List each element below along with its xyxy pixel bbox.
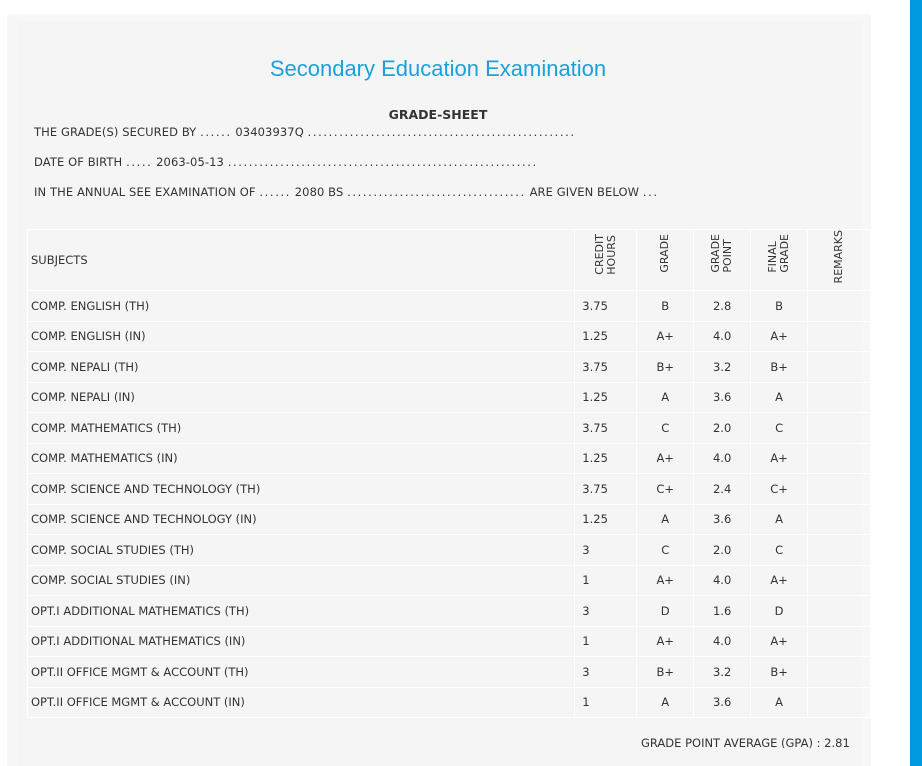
subject-cell: COMP. ENGLISH (IN) [28,321,575,352]
table-row [28,626,871,657]
final-grade-cell: B+ [751,352,808,383]
leader-dots: ........................................................... [227,155,538,169]
grade-cell: D [637,596,694,627]
final-grade-cell: A [751,382,808,413]
grade-cell: A+ [637,321,694,352]
subject-cell: COMP. SCIENCE AND TECHNOLOGY (TH) [28,474,575,505]
subject-cell: COMP. SCIENCE AND TECHNOLOGY (IN) [28,504,575,535]
grade-cell: C [637,535,694,566]
remarks-cell [808,535,871,566]
leader-dots: ... [642,185,659,199]
grade-point-cell: 2.0 [694,413,751,444]
credit-hours-cell: 3.75 [575,413,637,444]
subject-cell: COMP. MATHEMATICS (IN) [28,443,575,474]
exam-label: IN THE ANNUAL SEE EXAMINATION OF [34,185,256,199]
credit-hours-cell: 3 [575,596,637,627]
grade-sheet-card [7,14,871,766]
final-grade-cell: D [751,596,808,627]
table-row [28,443,871,474]
remarks-cell [808,657,871,688]
credit-hours-cell: 1.25 [575,321,637,352]
leader-dots: ...... [259,185,291,199]
grade-cell: A [637,382,694,413]
grade-point-cell: 4.0 [694,321,751,352]
grade-point-cell: 4.0 [694,443,751,474]
final-grade-cell: B+ [751,657,808,688]
table-header-row [28,230,871,291]
final-grade-cell: B [751,291,808,322]
grade-point-cell: 3.6 [694,382,751,413]
remarks-cell [808,626,871,657]
credit-hours-cell: 1.25 [575,382,637,413]
credit-hours-cell: 1 [575,626,637,657]
grade-cell: C+ [637,474,694,505]
table-row [28,291,871,322]
credit-hours-cell: 3.75 [575,474,637,505]
credit-hours-cell: 3 [575,657,637,688]
final-grade-cell: A+ [751,321,808,352]
dob-value: 2063-05-13 [156,155,224,169]
subject-cell: OPT.II OFFICE MGMT & ACCOUNT (TH) [28,657,575,688]
final-grade-cell: C+ [751,474,808,505]
subject-cell: COMP. ENGLISH (TH) [28,291,575,322]
remarks-cell [808,504,871,535]
exam-suffix: ARE GIVEN BELOW [529,185,640,199]
secured-by-value: 03403937Q [235,125,304,139]
page-subtitle: GRADE-SHEET [388,107,488,122]
subject-cell: COMP. NEPALI (IN) [28,382,575,413]
credit-hours-cell: 3.75 [575,291,637,322]
credit-hours-cell: 3 [575,535,637,566]
remarks-cell [808,291,871,322]
secured-by-line [34,125,576,139]
final-grade-cell: A+ [751,565,808,596]
credit-hours-cell: 1.25 [575,504,637,535]
remarks-cell [808,596,871,627]
subject-cell: COMP. SOCIAL STUDIES (IN) [28,565,575,596]
remarks-cell [808,352,871,383]
grade-point-cell: 3.6 [694,504,751,535]
remarks-cell [808,413,871,444]
header-remarks: REMARKS [808,230,871,291]
final-grade-cell: A [751,687,808,718]
table-row [28,504,871,535]
grade-cell: B+ [637,352,694,383]
grade-cell: C [637,413,694,444]
final-grade-cell: A+ [751,626,808,657]
subject-cell: COMP. SOCIAL STUDIES (TH) [28,535,575,566]
grade-point-cell: 2.8 [694,291,751,322]
gpa-label: GRADE POINT AVERAGE (GPA) : [641,736,821,750]
header-final-grade: FINAL GRADE [751,230,808,291]
table-row [28,413,871,444]
subject-cell: OPT.I ADDITIONAL MATHEMATICS (IN) [28,626,575,657]
exam-value: 2080 BS [294,185,344,199]
subject-cell: OPT.I ADDITIONAL MATHEMATICS (TH) [28,596,575,627]
credit-hours-cell: 1 [575,565,637,596]
table-row [28,352,871,383]
remarks-cell [808,565,871,596]
table-row [28,596,871,627]
page-title: Secondary Education Examination [269,56,607,81]
header-credit-hours: CREDIT HOURS [575,230,637,291]
credit-hours-cell: 1.25 [575,443,637,474]
dob-label: DATE OF BIRTH [34,155,123,169]
leader-dots: ................................................... [307,125,576,139]
remarks-cell [808,687,871,718]
grade-cell: A+ [637,626,694,657]
grade-point-cell: 2.4 [694,474,751,505]
final-grade-cell: C [751,535,808,566]
table-row [28,687,871,718]
grade-point-cell: 3.2 [694,657,751,688]
subject-cell: OPT.II OFFICE MGMT & ACCOUNT (IN) [28,687,575,718]
grade-point-cell: 4.0 [694,626,751,657]
grade-cell: A [637,504,694,535]
secured-by-label: THE GRADE(S) SECURED BY [34,125,197,139]
page-edge-accent-bar [910,0,922,766]
table-row [28,321,871,352]
remarks-cell [808,382,871,413]
gpa-summary [641,736,850,750]
grade-cell: B [637,291,694,322]
final-grade-cell: C [751,413,808,444]
header-grade: GRADE [637,230,694,291]
gpa-value: 2.81 [824,736,850,750]
grade-point-cell: 3.6 [694,687,751,718]
grade-point-cell: 4.0 [694,565,751,596]
table-row [28,565,871,596]
header-grade-point: GRADE POINT [694,230,751,291]
grade-cell: A [637,687,694,718]
header-subjects: SUBJECTS [28,230,575,291]
remarks-cell [808,321,871,352]
grades-table [27,229,871,718]
table-row [28,535,871,566]
grade-cell: B+ [637,657,694,688]
subject-cell: COMP. NEPALI (TH) [28,352,575,383]
credit-hours-cell: 3.75 [575,352,637,383]
final-grade-cell: A [751,504,808,535]
leader-dots: ..... [126,155,153,169]
grade-cell: A+ [637,565,694,596]
table-row [28,474,871,505]
remarks-cell [808,474,871,505]
exam-line [34,185,659,199]
grade-point-cell: 1.6 [694,596,751,627]
grade-point-cell: 3.2 [694,352,751,383]
leader-dots: .................................. [347,185,526,199]
grade-cell: A+ [637,443,694,474]
credit-hours-cell: 1 [575,687,637,718]
final-grade-cell: A+ [751,443,808,474]
table-row [28,657,871,688]
grade-point-cell: 2.0 [694,535,751,566]
leader-dots: ...... [200,125,232,139]
table-row [28,382,871,413]
subject-cell: COMP. MATHEMATICS (TH) [28,413,575,444]
remarks-cell [808,443,871,474]
dob-line [34,155,538,169]
